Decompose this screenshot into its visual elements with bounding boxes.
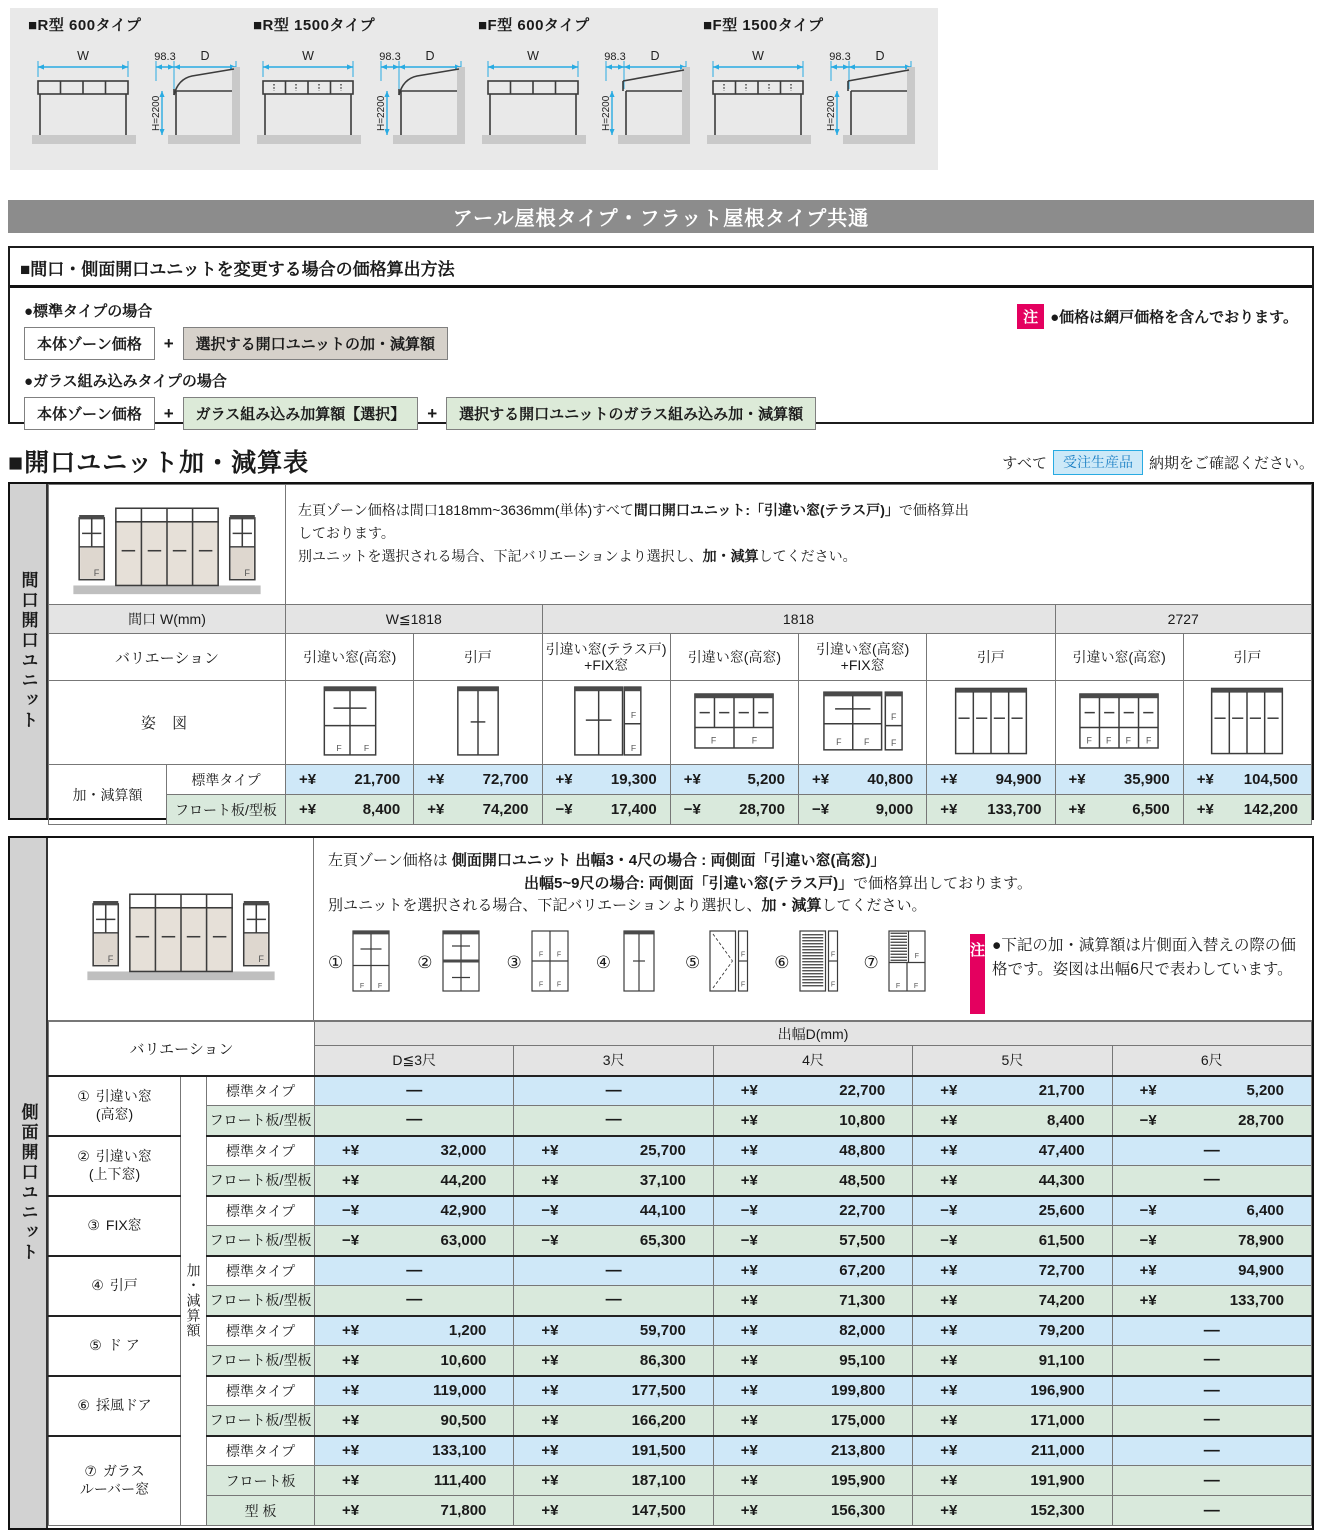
depth-range-header: 6尺 (1112, 1046, 1311, 1076)
roof-type-diagram (703, 37, 921, 159)
price-cell: +¥ 47,400 (913, 1136, 1112, 1166)
price-cell: +¥ 187,100 (514, 1466, 713, 1496)
price-cell: +¥ 35,900 (1055, 765, 1183, 795)
price-cell: +¥ 10,800 (713, 1106, 912, 1136)
variation-number: ④ (91, 1276, 104, 1293)
variation-label: バリエーション (49, 634, 286, 681)
price-cell: — (1112, 1346, 1311, 1376)
svg-text:F: F (914, 951, 919, 960)
price-cell: +¥ 94,900 (1112, 1256, 1311, 1286)
price-cell: +¥ 37,100 (514, 1166, 713, 1196)
price-cell: −¥ 63,000 (315, 1226, 514, 1256)
roof-type-group (28, 14, 253, 170)
price-cell: +¥ 191,900 (913, 1466, 1112, 1496)
svg-text:F: F (630, 710, 637, 721)
price-cell: +¥ 171,000 (913, 1406, 1112, 1436)
row-label-standard: 標準タイプ (167, 765, 286, 795)
svg-text:F: F (890, 738, 897, 749)
svg-text:F: F (741, 950, 746, 958)
price-cell: +¥ 90,500 (315, 1406, 514, 1436)
svg-text:F: F (630, 743, 637, 754)
svg-text:F: F (913, 981, 918, 990)
side-unit-note (970, 934, 1302, 1014)
svg-text:D: D (200, 49, 210, 63)
svg-text:F: F (741, 980, 746, 988)
variation-name-cell: ③ FIX窓 (49, 1196, 181, 1256)
svg-text:F: F (711, 735, 717, 746)
price-cell: — (315, 1286, 514, 1316)
glass-formula (24, 397, 1298, 430)
variation-icon-item (417, 928, 484, 998)
formula-box-base-price: 本体ゾーン価格 (24, 327, 155, 360)
price-cell: +¥ 95,100 (713, 1346, 912, 1376)
price-cell: −¥ 9,000 (799, 795, 927, 825)
depth-range-header: 5尺 (913, 1046, 1112, 1076)
svg-text:F: F (378, 981, 383, 990)
svg-text:F: F (107, 953, 113, 964)
price-cell: +¥ 72,700 (913, 1256, 1112, 1286)
variation-number: ④ (595, 952, 611, 972)
variation-icon-item (596, 928, 663, 998)
price-cell: +¥ 196,900 (913, 1376, 1112, 1406)
roof-type-group (478, 14, 703, 170)
variation-number: ② (77, 1148, 90, 1164)
svg-text:W: W (302, 49, 314, 63)
takamado2-window-icon (286, 681, 414, 765)
svg-text:98.3: 98.3 (154, 51, 176, 63)
price-cell: — (1112, 1166, 1311, 1196)
formula-box-base-price2: 本体ゾーン価格 (24, 397, 155, 430)
svg-text:F: F (363, 743, 369, 754)
roof-type-diagram (28, 37, 246, 159)
note-badge: 注 (970, 934, 985, 1014)
width-group-header: 2727 (1055, 605, 1312, 634)
hikido4-window-icon (927, 681, 1055, 765)
roof-type-label: ■R型 600タイプ (28, 17, 142, 34)
variation-icon-item (328, 928, 395, 998)
price-cell: +¥ 67,200 (713, 1256, 912, 1286)
price-cell: +¥ 94,900 (927, 765, 1055, 795)
v5-window-icon (704, 928, 752, 998)
price-cell: — (1112, 1466, 1311, 1496)
variation-number: ⑤ (89, 1336, 102, 1353)
price-cell: — (1112, 1406, 1311, 1436)
variation-icon-item (507, 928, 574, 998)
svg-text:F: F (1146, 735, 1152, 746)
svg-text:F: F (895, 981, 900, 990)
variation-header: 引違い窓(高窓) +FIX窓 (799, 634, 927, 681)
variation-number: ⑦ (84, 1463, 97, 1480)
price-cell: +¥ 156,300 (713, 1496, 912, 1526)
svg-text:F: F (538, 950, 543, 958)
screen-price-note (1017, 304, 1298, 329)
row-type-label: フロート板/型板 (207, 1346, 315, 1376)
svg-text:F: F (244, 567, 250, 578)
svg-text:F: F (538, 980, 543, 988)
price-cell: +¥ 40,800 (799, 765, 927, 795)
variation-name-cell: ⑤ ド ア (49, 1316, 181, 1376)
price-cell: +¥ 211,000 (913, 1436, 1112, 1466)
side-opening-unit-band: 側面開口ユニット (10, 838, 48, 1528)
price-cell: — (514, 1286, 713, 1316)
row-type-label: 標準タイプ (207, 1196, 315, 1226)
price-cell: — (1112, 1496, 1311, 1526)
row-type-label: 標準タイプ (207, 1436, 315, 1466)
variation-header: 引違い窓(高窓) (286, 634, 414, 681)
price-cell: −¥ 42,900 (315, 1196, 514, 1226)
price-cell: +¥ 82,000 (713, 1316, 912, 1346)
price-cell: +¥ 48,800 (713, 1136, 912, 1166)
svg-text:H=2200: H=2200 (601, 95, 612, 131)
price-cell: +¥ 44,300 (913, 1166, 1112, 1196)
side-opening-unit-table (8, 836, 1314, 1530)
price-cell: −¥ 6,400 (1112, 1196, 1311, 1226)
side-unit-diagram-cell (48, 838, 314, 1020)
svg-text:W: W (77, 49, 89, 63)
variation-header: 引戸 (414, 634, 542, 681)
price-cell: +¥ 48,500 (713, 1166, 912, 1196)
pricing-method-body (10, 288, 1312, 430)
price-cell: +¥ 25,700 (514, 1136, 713, 1166)
row-type-label: 標準タイプ (207, 1316, 315, 1346)
price-cell: +¥ 152,300 (913, 1496, 1112, 1526)
price-cell: −¥ 17,400 (542, 795, 670, 825)
takamado4-window-icon (670, 681, 798, 765)
width-label: 間口 W(mm) (49, 605, 286, 634)
row-type-label: 標準タイプ (207, 1376, 315, 1406)
row-label-float: フロート板/型板 (167, 795, 286, 825)
price-cell: −¥ 25,600 (913, 1196, 1112, 1226)
section-head (8, 443, 1314, 479)
depth-range-header: 4尺 (713, 1046, 912, 1076)
price-cell: −¥ 28,700 (670, 795, 798, 825)
price-cell: +¥ 191,500 (514, 1436, 713, 1466)
variation-header: 引違い窓(高窓) (1055, 634, 1183, 681)
row-type-label: フロート板/型板 (207, 1226, 315, 1256)
variation-name-cell: ② 引違い窓 (上下窓) (49, 1136, 181, 1196)
svg-text:98.3: 98.3 (829, 51, 851, 63)
svg-text:F: F (830, 980, 835, 988)
section-title: ■開口ユニット加・減算表 (8, 449, 310, 477)
price-cell: +¥ 195,900 (713, 1466, 912, 1496)
svg-text:F: F (257, 953, 264, 964)
variation-icon-item (774, 928, 841, 998)
terracefix-window-icon (542, 681, 670, 765)
price-cell: +¥ 147,500 (514, 1496, 713, 1526)
side-unit-desc-line1: 左頁ゾーン価格は 側面開口ユニット 出幅3・4尺の場合 : 両側面「引違い窓(高窓)」 (328, 852, 886, 869)
price-cell: — (1112, 1376, 1311, 1406)
width-group-header: 1818 (542, 605, 1055, 634)
svg-text:F: F (360, 981, 365, 990)
standard-type-label: ●標準タイプの場合 (24, 303, 153, 320)
row-type-label: フロート板/型板 (207, 1106, 315, 1136)
price-cell: — (1112, 1436, 1311, 1466)
order-production-note (1002, 450, 1314, 475)
order-production-badge: 受注生産品 (1053, 450, 1143, 475)
price-cell: +¥ 142,200 (1183, 795, 1311, 825)
amount-label-vertical: 加・減算額 (181, 1076, 207, 1526)
amount-label: 加・減算額 (49, 765, 167, 825)
v1-window-icon (347, 928, 395, 998)
takamadofix-window-icon (799, 681, 927, 765)
variation-number: ③ (506, 952, 522, 972)
price-cell: +¥ 6,500 (1055, 795, 1183, 825)
roof-type-diagrams (10, 8, 938, 170)
row-type-label: 型 板 (207, 1496, 315, 1526)
formula-box-glass-unit-adjust: 選択する開口ユニットのガラス組み込み加・減算額 (446, 397, 816, 430)
price-cell: +¥ 10,600 (315, 1346, 514, 1376)
price-cell: +¥ 71,800 (315, 1496, 514, 1526)
svg-text:W: W (527, 49, 539, 63)
standard-formula (24, 327, 1298, 360)
variation-number: ② (417, 952, 433, 972)
svg-text:98.3: 98.3 (604, 51, 626, 63)
formula-box-unit-adjust: 選択する開口ユニットの加・減算額 (183, 327, 448, 360)
row-type-label: 標準タイプ (207, 1136, 315, 1166)
row-type-label: フロート板 (207, 1466, 315, 1496)
svg-text:W: W (752, 49, 764, 63)
price-cell: −¥ 78,900 (1112, 1226, 1311, 1256)
side-opening-price-table (48, 1021, 1312, 1526)
price-cell: — (514, 1106, 713, 1136)
price-cell: −¥ 57,500 (713, 1226, 912, 1256)
price-cell: +¥ 213,800 (713, 1436, 912, 1466)
price-cell: +¥ 59,700 (514, 1316, 713, 1346)
price-cell: +¥ 22,700 (713, 1076, 912, 1106)
variation-label: バリエーション (49, 1022, 315, 1076)
price-cell: +¥ 86,300 (514, 1346, 713, 1376)
row-type-label: 標準タイプ (207, 1256, 315, 1286)
price-cell: +¥ 71,300 (713, 1286, 912, 1316)
price-cell: +¥ 1,200 (315, 1316, 514, 1346)
price-cell: +¥ 199,800 (713, 1376, 912, 1406)
price-cell: +¥ 104,500 (1183, 765, 1311, 795)
svg-text:F: F (93, 567, 100, 578)
price-cell: +¥ 74,200 (913, 1286, 1112, 1316)
figure-label: 姿 図 (49, 681, 286, 765)
svg-text:F: F (752, 735, 758, 746)
price-cell: +¥ 32,000 (315, 1136, 514, 1166)
price-cell: +¥ 44,200 (315, 1166, 514, 1196)
depth-range-header: D≦3尺 (315, 1046, 514, 1076)
roof-type-diagram (253, 37, 471, 159)
roof-type-label: ■F型 1500タイプ (703, 17, 824, 34)
price-cell: +¥ 72,700 (414, 765, 542, 795)
hikido4-window-icon (1183, 681, 1311, 765)
price-cell: — (315, 1256, 514, 1286)
price-cell: +¥ 79,200 (913, 1316, 1112, 1346)
roof-type-label: ■R型 1500タイプ (253, 17, 376, 34)
side-unit-desc-line3: 別ユニットを選択される場合、下記バリエーションより選択し、加・減算してください。 (328, 897, 927, 914)
svg-text:F: F (1125, 735, 1132, 746)
price-cell: — (315, 1076, 514, 1106)
variation-number: ① (77, 1088, 90, 1104)
glass-type-label: ●ガラス組み込みタイプの場合 (24, 373, 227, 390)
roof-type-group (253, 14, 478, 170)
price-cell: +¥ 8,400 (286, 795, 414, 825)
svg-text:H=2200: H=2200 (376, 95, 387, 131)
v4-window-icon (615, 928, 663, 998)
svg-text:F: F (1086, 735, 1093, 746)
front-opening-unit-table (8, 482, 1314, 820)
front-unit-description: 左頁ゾーン価格は間口1818mm~3636mm(単体)すべて間口開口ユニット:「引違い窓(テラス戸)」で価格算出 しております。 別ユニットを選択される場合、下記バリエーションより選択し、加・減算してください。 (286, 485, 1312, 605)
svg-text:D: D (425, 49, 435, 63)
svg-text:F: F (863, 737, 870, 748)
plus-sign: + (427, 403, 438, 423)
price-cell: — (1112, 1136, 1311, 1166)
order-note-tail: 納期をご確認ください。 (1148, 455, 1314, 472)
plus-sign: + (163, 333, 174, 353)
variation-number: ⑥ (774, 952, 790, 972)
v2-window-icon (437, 928, 485, 998)
price-cell: +¥ 166,200 (514, 1406, 713, 1436)
price-cell: +¥ 133,700 (927, 795, 1055, 825)
svg-text:F: F (830, 950, 835, 958)
price-cell: — (514, 1256, 713, 1286)
plus-sign: + (163, 403, 174, 423)
price-cell: +¥ 133,100 (315, 1436, 514, 1466)
variation-header: 引戸 (1183, 634, 1311, 681)
variation-name-cell: ④ 引戸 (49, 1256, 181, 1316)
price-cell: — (315, 1106, 514, 1136)
svg-text:F: F (335, 743, 342, 754)
roof-type-group (703, 14, 928, 170)
variation-icon-item (685, 928, 752, 998)
svg-text:F: F (890, 712, 897, 723)
note-text: ●価格は網戸価格を含んでおります。 (1050, 309, 1298, 326)
pricing-method-box (8, 246, 1314, 424)
depth-range-header: 3尺 (514, 1046, 713, 1076)
price-cell: −¥ 44,100 (514, 1196, 713, 1226)
roof-type-label: ■F型 600タイプ (478, 17, 590, 34)
takamado4w-window-icon (1055, 681, 1183, 765)
side-unit-top-section (48, 838, 1312, 1021)
svg-text:H=2200: H=2200 (826, 95, 837, 131)
svg-text:D: D (875, 49, 885, 63)
row-type-label: フロート板/型板 (207, 1166, 315, 1196)
v6-window-icon (794, 928, 842, 998)
row-type-label: 標準タイプ (207, 1076, 315, 1106)
v3-window-icon (526, 928, 574, 998)
variation-header: 引違い窓(高窓) (670, 634, 798, 681)
price-cell: +¥ 133,700 (1112, 1286, 1311, 1316)
price-cell: +¥ 119,000 (315, 1376, 514, 1406)
price-cell: +¥ 19,300 (542, 765, 670, 795)
price-cell: +¥ 177,500 (514, 1376, 713, 1406)
price-cell: −¥ 65,300 (514, 1226, 713, 1256)
front-opening-price-table (48, 484, 1312, 825)
pricing-method-title: ■間口・側面開口ユニットを変更する場合の価格算出方法 (10, 248, 1312, 288)
side-unit-desc-line2: 出幅5~9尺の場合: 両側面「引違い窓(テラス戸)」で価格算出しております。 (524, 874, 1032, 892)
price-cell: −¥ 61,500 (913, 1226, 1112, 1256)
hikido2-window-icon (414, 681, 542, 765)
variation-number: ③ (87, 1216, 100, 1233)
price-cell: +¥ 21,700 (913, 1076, 1112, 1106)
variation-number: ⑥ (77, 1396, 90, 1413)
price-cell: +¥ 175,000 (713, 1406, 912, 1436)
v7-window-icon (883, 928, 931, 998)
roof-type-diagram (478, 37, 696, 159)
variation-name-cell: ⑥ 採風ドア (49, 1376, 181, 1436)
variation-number: ⑤ (685, 952, 701, 972)
price-cell: +¥ 21,700 (286, 765, 414, 795)
price-cell: +¥ 111,400 (315, 1466, 514, 1496)
price-cell: +¥ 8,400 (913, 1106, 1112, 1136)
svg-text:F: F (556, 980, 561, 988)
variation-name-cell: ① 引違い窓 (高窓) (49, 1076, 181, 1136)
variation-header: 引違い窓(テラス戸) +FIX窓 (542, 634, 670, 681)
banner-title: アール屋根タイプ・フラット屋根タイプ共通 (452, 208, 870, 230)
svg-text:D: D (650, 49, 660, 63)
side-unit-description-area (314, 838, 1312, 1020)
price-cell: −¥ 28,700 (1112, 1106, 1311, 1136)
svg-text:98.3: 98.3 (379, 51, 401, 63)
variation-header: 引戸 (927, 634, 1055, 681)
svg-text:F: F (1106, 735, 1112, 746)
svg-text:F: F (556, 950, 561, 958)
price-cell: +¥ 91,100 (913, 1346, 1112, 1376)
price-cell: — (1112, 1316, 1311, 1346)
variation-number: ① (328, 952, 344, 972)
note-badge: 注 (1017, 304, 1044, 329)
order-note-lead: すべて (1002, 455, 1047, 472)
sunroom-elevation-diagram (56, 487, 278, 599)
front-opening-unit-band: 間口開口ユニット (10, 484, 48, 818)
price-cell: +¥ 5,200 (670, 765, 798, 795)
formula-box-glass-add: ガラス組み込み加算額【選択】 (183, 397, 419, 430)
price-cell: +¥ 74,200 (414, 795, 542, 825)
front-unit-diagram-cell (49, 485, 286, 605)
sunroom-elevation-diagram (70, 873, 292, 985)
width-group-header: W≦1818 (286, 605, 543, 634)
svg-text:F: F (835, 737, 842, 748)
row-type-label: フロート板/型板 (207, 1406, 315, 1436)
row-type-label: フロート板/型板 (207, 1286, 315, 1316)
variation-icon-item (864, 928, 931, 998)
note-text: ●下記の加・減算額は片側面入替えの際の価格です。姿図は出幅6尺で表わしています。 (992, 937, 1296, 979)
price-cell: −¥ 22,700 (713, 1196, 912, 1226)
common-banner (8, 200, 1314, 233)
variation-name-cell: ⑦ ガラス ルーバー窓 (49, 1436, 181, 1526)
variation-number: ⑦ (863, 952, 879, 972)
depth-label: 出幅D(mm) (315, 1022, 1312, 1046)
price-cell: +¥ 5,200 (1112, 1076, 1311, 1106)
price-cell: — (514, 1076, 713, 1106)
svg-text:H=2200: H=2200 (151, 95, 162, 131)
